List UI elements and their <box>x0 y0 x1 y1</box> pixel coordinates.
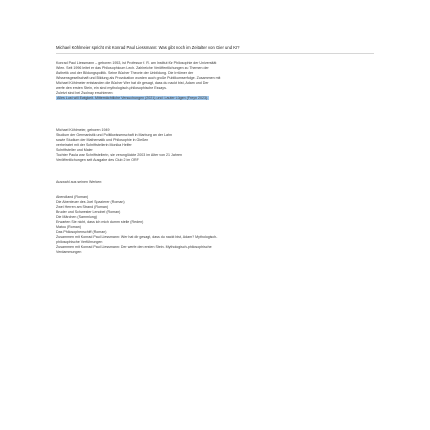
works-item: Verdammungen <box>56 250 82 254</box>
works-item: Matou (Roman) <box>56 225 81 229</box>
works-item: Zusammen mit Konrad Paul Liessmann: Der werfe den ersten Stein. Mythologisch-philosophische <box>56 245 212 249</box>
text-highlight: Alles Lust will Ewigkeit. Mitternächtliche Versuchungen (2021) und: Lauter Lügen (Freyn 2023). <box>57 96 209 100</box>
header-divider <box>56 53 374 54</box>
works-item: Zwei Herren am Strand (Roman) <box>56 205 109 209</box>
bio-line: werfe den ersten Stein, ein sind mythologisch-philosophische Essays. <box>56 86 167 90</box>
bio-line: Tochter Paula war Schriftstellerin, sie verunglückte 2003 im Alter von 21 Jahren <box>56 153 183 157</box>
works-item: Die Märchen (Sammlung) <box>56 215 97 219</box>
bio-line: Wissensgesellschaft und Bildung als Provokation wurden auch große Publikumserfolge. Zusammen mit <box>56 76 221 80</box>
bio-line: Veröffentlichungen seit Ausgabe des Club 2 im ORF <box>56 158 139 162</box>
works-heading: Auswahl aus seinen Werken: <box>56 180 103 184</box>
bio-line: Zuletzt sind bei Zsolnay erschienen: <box>56 91 114 95</box>
bio-line: Michael Köhlmeier, geboren 1949 <box>56 128 110 132</box>
works-item: Erwarten Sie nicht, dass ich mich dumm stelle (Reden) <box>56 220 144 224</box>
works-item: Abendland (Roman) <box>56 195 89 199</box>
works-item: Die Abenteuer des Joel Spazierer (Roman) <box>56 200 125 204</box>
works-item: Bruder und Schwester Lenobel (Roman) <box>56 210 121 214</box>
bio-line: Wien. Seit 1996 leitet er das Philosophicum Lech. Zahlreiche Veröffentlichungen zu Themen der <box>56 66 209 70</box>
bio-line: Studium der Germanistik und Politikwissenschaft in Marburg an der Lahn <box>56 133 173 137</box>
bio-line: sowie Studium der Mathematik und Philosophie in Gießen <box>56 138 149 142</box>
bio-highlighted-line <box>56 96 209 101</box>
works-item: philosophische Verführungen <box>56 240 103 244</box>
works-item: Das Philosophenschiff (Roman) <box>56 230 107 234</box>
bio-line: Ästhetik und der Bildungspolitik. Seine Bücher Theorie der Unbildung. Die Irrtümer der <box>56 71 194 75</box>
bio-line: Michael Köhlmeier entstanden die Bücher Wer hat dir gesagt, dass du nackt bist, Adam und Der <box>56 81 209 85</box>
bio-line: verheiratet mit der Schriftstellerin Monika Helfer <box>56 143 132 147</box>
works-item: Zusammen mit Konrad Paul Liessmann: Wer hat dir gesagt, dass du nackt bist, Adam? Mythologisch- <box>56 235 218 239</box>
bio-line: Schriftsteller und Maler <box>56 148 93 152</box>
document-header: Michael Köhlmeier spricht mit Konrad Paul Liessmann: Was gibt noch im Zeitalter von Gier und KI? <box>56 45 240 50</box>
bio-line: Konrad Paul Liessmann – geboren 1953, ist Professor f. R. am Institut für Philosophie der Universität <box>56 61 217 65</box>
